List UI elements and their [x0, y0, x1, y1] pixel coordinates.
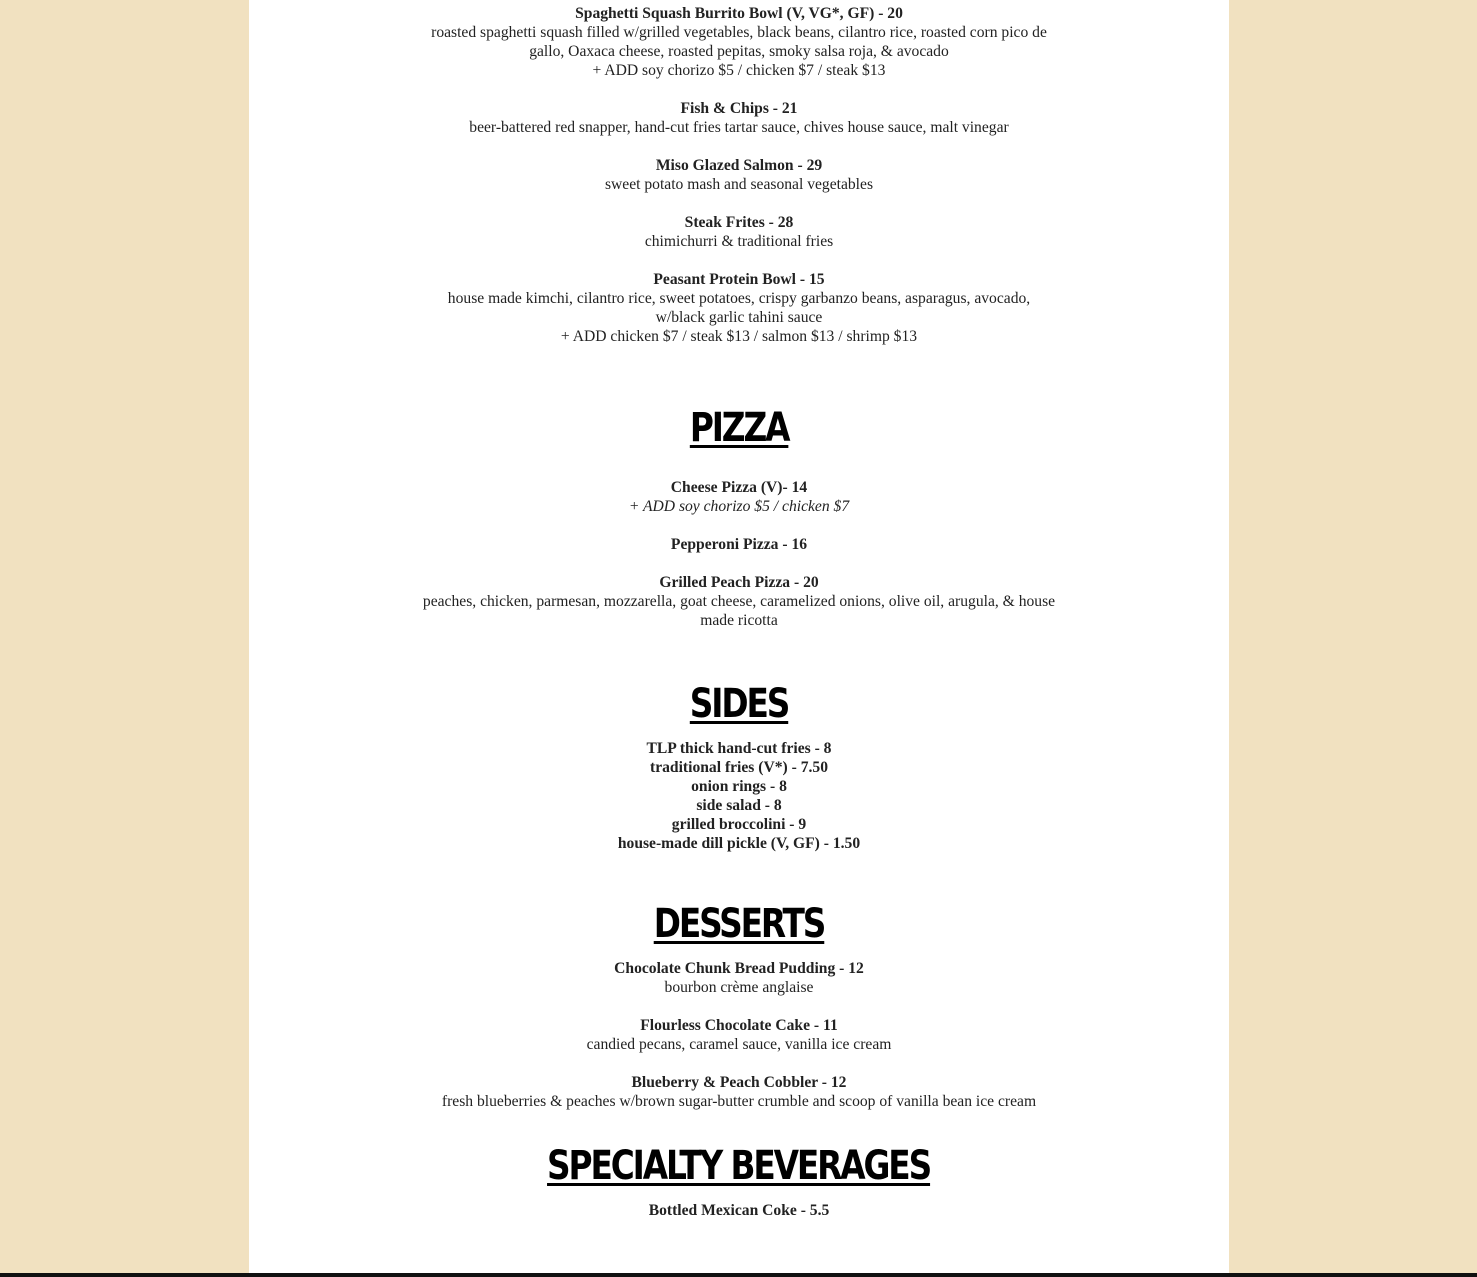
menu-item-description: roasted spaghetti squash filled w/grilled vegetables, black beans, cilantro rice, roasted corn pico de — [431, 24, 1047, 41]
menu-item-description: candied pecans, caramel sauce, vanilla ice cream — [586, 1036, 892, 1053]
section-heading-sides: SIDES — [689, 681, 789, 727]
menu-item-name: Cheese Pizza (V)- 14 — [670, 479, 808, 496]
menu-item-name: Miso Glazed Salmon - 29 — [655, 157, 823, 174]
side-item: side salad - 8 — [696, 797, 782, 814]
menu-item-description: fresh blueberries & peaches w/brown sugar-butter crumble and scoop of vanilla bean ice cream — [441, 1093, 1037, 1110]
menu-item-name: Fish & Chips - 21 — [680, 100, 798, 117]
menu-item-description: sweet potato mash and seasonal vegetables — [604, 176, 874, 193]
menu-item-description: peaches, chicken, parmesan, mozzarella, goat cheese, caramelized onions, olive oil, arugula, & house — [422, 593, 1056, 610]
menu-item-name: Spaghetti Squash Burrito Bowl (V, VG*, GF) - 20 — [575, 5, 903, 22]
menu-item-addon: + ADD soy chorizo $5 / chicken $7 / steak $13 — [592, 62, 886, 79]
bottom-border — [0, 1273, 1477, 1277]
menu-item-name: Flourless Chocolate Cake - 11 — [640, 1017, 838, 1034]
menu-item-addon: + ADD chicken $7 / steak $13 / salmon $13 / shrimp $13 — [560, 328, 918, 345]
side-item: traditional fries (V*) - 7.50 — [650, 759, 828, 776]
menu-item-description: made ricotta — [700, 612, 778, 629]
side-item: grilled broccolini - 9 — [671, 816, 807, 833]
menu-item-name: Steak Frites - 28 — [684, 214, 794, 231]
menu-item-description: house made kimchi, cilantro rice, sweet potatoes, crispy garbanzo beans, asparagus, avocado, — [447, 290, 1031, 307]
menu-item-name: Peasant Protein Bowl - 15 — [653, 271, 825, 288]
menu-item-description: bourbon crème anglaise — [664, 979, 814, 996]
section-heading-desserts: DESSERTS — [653, 901, 825, 947]
menu-content — [249, 4, 1229, 1220]
side-item: onion rings - 8 — [691, 778, 787, 795]
menu-item-name: Chocolate Chunk Bread Pudding - 12 — [614, 960, 864, 977]
side-item: house-made dill pickle (V, GF) - 1.50 — [617, 835, 861, 852]
section-heading-beverages: SPECIALTY BEVERAGES — [547, 1143, 931, 1189]
menu-page — [249, 0, 1229, 1273]
menu-item-name: Pepperoni Pizza - 16 — [670, 536, 808, 553]
menu-item-description: w/black garlic tahini sauce — [655, 309, 823, 326]
menu-item-name: Grilled Peach Pizza - 20 — [659, 574, 819, 591]
menu-item-description: chimichurri & traditional fries — [644, 233, 834, 250]
menu-item-name: Blueberry & Peach Cobbler - 12 — [631, 1074, 847, 1091]
side-item: TLP thick hand-cut fries - 8 — [646, 740, 832, 757]
menu-item-description: gallo, Oaxaca cheese, roasted pepitas, smoky salsa roja, & avocado — [529, 43, 949, 60]
menu-item-name: Bottled Mexican Coke - 5.5 — [648, 1202, 830, 1219]
menu-item-addon: + ADD soy chorizo $5 / chicken $7 — [628, 498, 850, 515]
menu-item-description: beer-battered red snapper, hand-cut fries tartar sauce, chives house sauce, malt vinegar — [469, 119, 1009, 136]
section-heading-pizza: PIZZA — [689, 405, 789, 451]
